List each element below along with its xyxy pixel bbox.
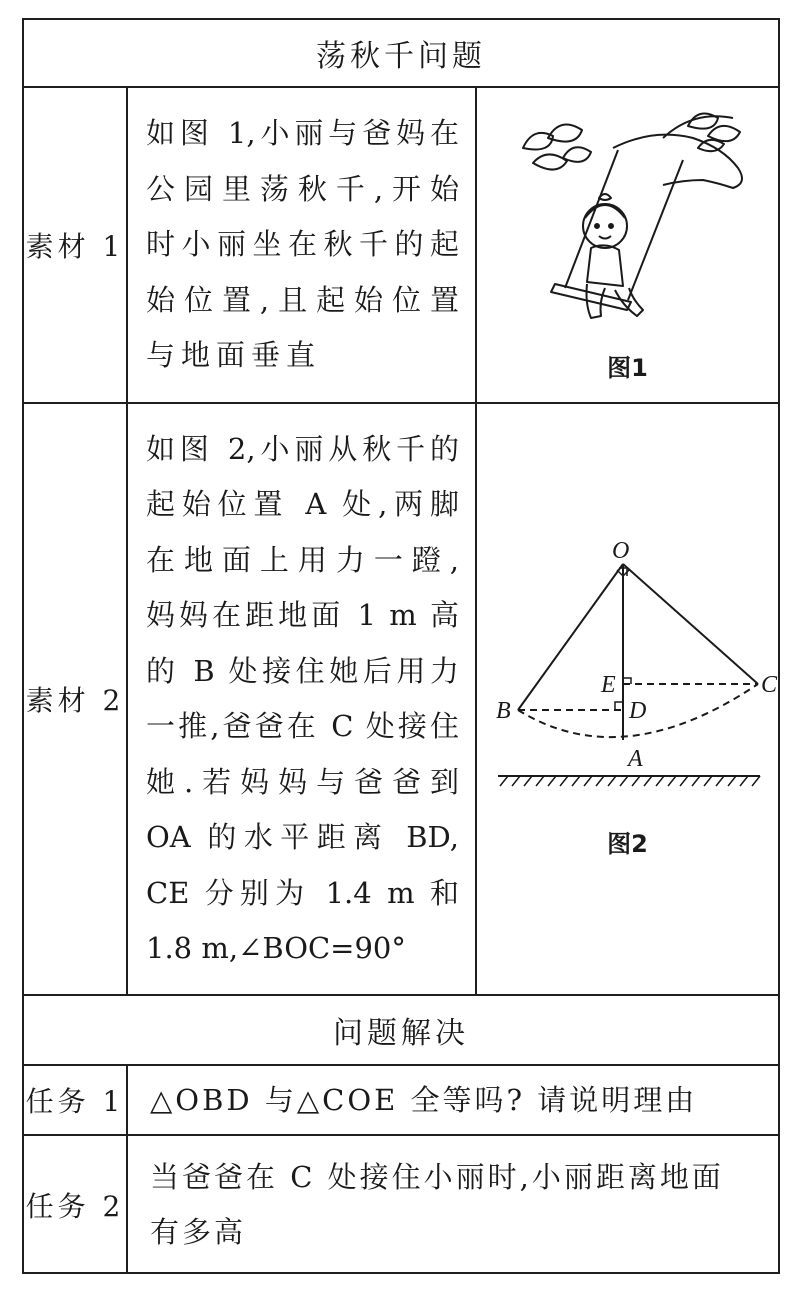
material2-line: OA 的水平距离 BD, bbox=[146, 820, 459, 854]
material1-line: 与地面垂直 bbox=[146, 338, 322, 373]
swing-illustration bbox=[503, 108, 753, 338]
figure2-cell bbox=[477, 404, 778, 994]
material1-line: 公园里荡秋千,开始 bbox=[146, 171, 459, 206]
figure2-caption: 图2 bbox=[607, 829, 648, 858]
task2-text bbox=[128, 1136, 778, 1274]
material2-line: 如图 2,小丽从秋千的 bbox=[146, 431, 459, 466]
material2-line: 1.8 m,∠BOC=90° bbox=[146, 931, 406, 965]
material2-label: 素材 2 bbox=[25, 684, 125, 717]
point-label-D: D bbox=[628, 697, 646, 724]
material1-text bbox=[128, 88, 475, 402]
material1-line: 如图 1,小丽与爸妈在 bbox=[146, 116, 459, 151]
material2-line: 妈妈在距地面 1 m 高 bbox=[146, 598, 459, 632]
task2-line: 有多高 bbox=[150, 1215, 247, 1249]
material1-label: 素材 1 bbox=[25, 230, 125, 263]
point-label-E: E bbox=[600, 671, 616, 698]
material2-line: 一推,爸爸在 C 处接住 bbox=[146, 709, 459, 743]
task2-line: 当爸爸在 C 处接住小丽时,小丽距离地面 bbox=[150, 1160, 724, 1194]
material2-line: 的 B 处接住她后用力 bbox=[146, 653, 459, 688]
swing-geometry-diagram bbox=[488, 537, 777, 800]
point-label-B: B bbox=[495, 697, 511, 724]
task2-label: 任务 2 bbox=[25, 1190, 125, 1223]
material2-line: 在地面上用力一蹬, bbox=[146, 542, 459, 577]
point-label-A: A bbox=[627, 745, 643, 772]
solution-title: 问题解决 bbox=[333, 1016, 469, 1051]
material2-line: CE 分别为 1.4 m 和 bbox=[146, 875, 459, 910]
task1-label: 任务 1 bbox=[25, 1085, 125, 1118]
material2-line: 起始位置 A 处,两脚 bbox=[146, 487, 459, 521]
problem-table bbox=[22, 18, 780, 1274]
material2-text bbox=[128, 404, 475, 994]
material1-line: 始位置,且起始位置 bbox=[146, 282, 459, 317]
point-label-C: C bbox=[760, 671, 777, 698]
point-label-O: O bbox=[611, 537, 629, 564]
task1-text: △OBD 与△COE 全等吗? 请说明理由 bbox=[150, 1082, 698, 1117]
figure1-cell bbox=[477, 88, 778, 402]
figure1-caption: 图1 bbox=[607, 353, 648, 382]
segment-OC bbox=[623, 564, 758, 684]
material1-line: 时小丽坐在秋千的起 bbox=[146, 227, 459, 262]
material2-line: 她.若妈妈与爸爸到 bbox=[146, 764, 459, 799]
table-title: 荡秋千问题 bbox=[316, 39, 486, 74]
